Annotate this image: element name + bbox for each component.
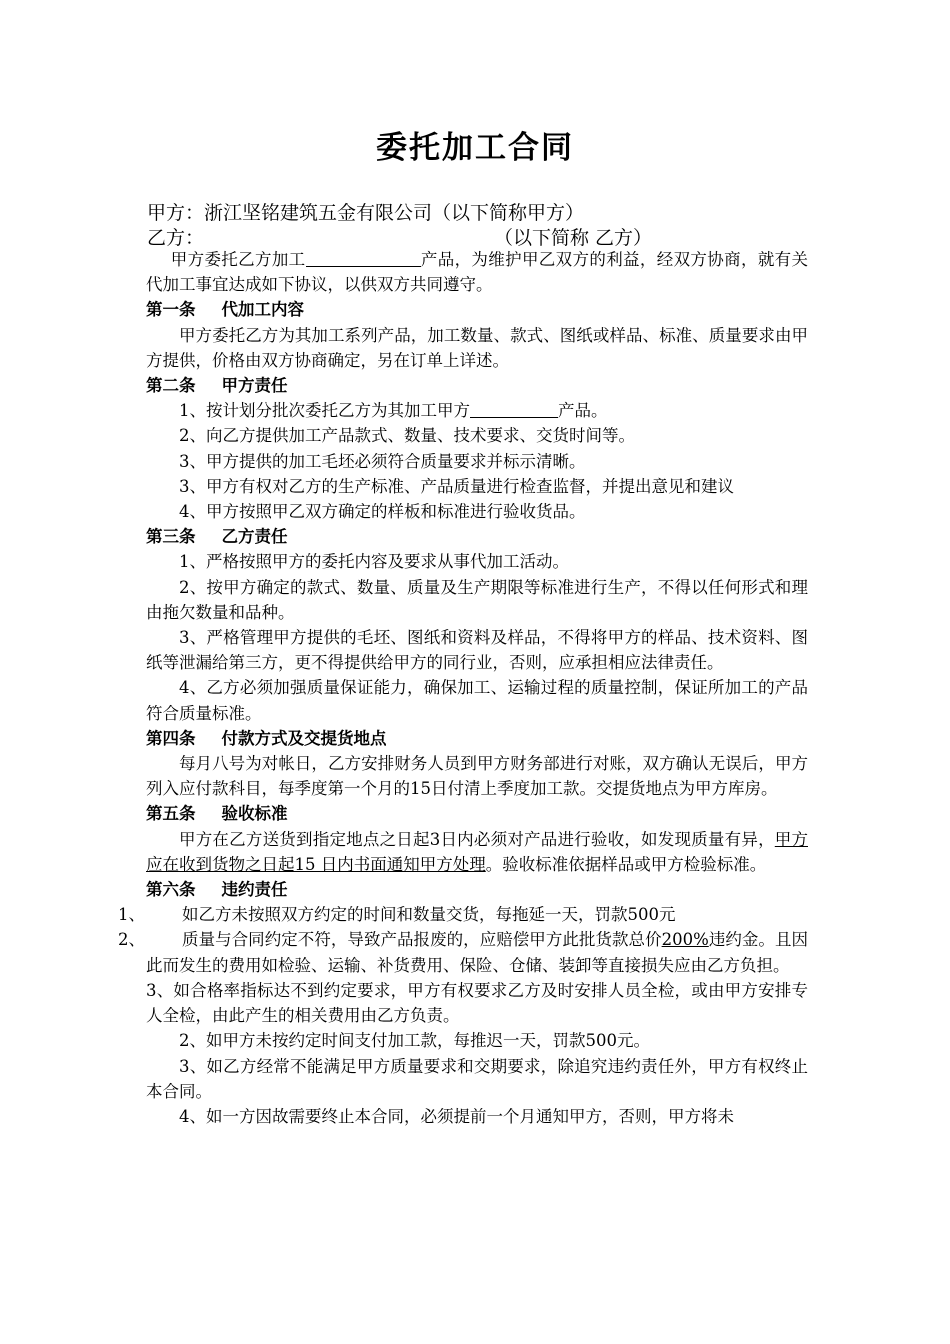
article-6-item-2 (118, 927, 809, 977)
article-2-heading (146, 373, 808, 398)
article-1-paragraph: 甲方委托乙方为其加工系列产品，加工数量、款式、图纸或样品、标准、质量要求由甲方提供，价格由双方协商确定，另在订单上详述。 (146, 325, 808, 370)
contract-body (118, 247, 809, 1129)
article-6-item-2-text-a: 质量与合同约定不符，导致产品报废的，应赔偿甲方此批货款总价 (182, 930, 662, 950)
article-6-item-2-number: 2、 (118, 930, 145, 950)
article-2-item-1-text-a: 1、按计划分批次委托乙方为其加工甲方 (179, 401, 470, 421)
party-b-label: 乙方： (147, 227, 205, 249)
article-5-title: 验收标准 (221, 804, 288, 824)
intro-text-2: 产品，为维护甲乙双方的利益，经双方协商，就有关代加工事宜达成如下协议，以供双方共同遵守。 (146, 250, 809, 295)
article-3-item-2: 2、按甲方确定的款式、数量、质量及生产期限等标准进行生产，不得以任何形式和理由拖欠数量和品种。 (146, 577, 808, 622)
party-b-note: （以下简称 乙方） (494, 227, 653, 249)
article-3-item-4: 4、乙方必须加强质量保证能力，确保加工、运输过程的质量控制，保证所加工的产品符合质量标准。 (146, 678, 808, 723)
article-5-text-a: 甲方在乙方送货到指定地点之日起3日内必须对产品进行验收，如发现质量有异， (179, 829, 775, 849)
article-5-heading (146, 801, 808, 826)
article-2-number: 第二条 (146, 376, 196, 396)
article-3-number: 第三条 (146, 527, 196, 547)
article-6-title: 违约责任 (221, 880, 288, 900)
article-6-item-3: 3、如合格率指标达不到约定要求，甲方有权要求乙方及时安排人员全检，或由甲方安排专人全检，由此产生的相关费用由乙方负责。 (146, 980, 808, 1026)
article-4-heading (146, 726, 808, 751)
party-a-line (147, 200, 584, 226)
article-5-text-c: 。验收标准依据样品或甲方检验标准。 (485, 854, 767, 874)
article-6-number: 第六条 (146, 880, 196, 900)
article-1-heading (146, 297, 808, 322)
article-2-item-1-text-b: 产品。 (558, 401, 608, 421)
article-6-penalty-rate: 200% (661, 930, 709, 950)
article-4-title: 付款方式及交提货地点 (221, 728, 387, 748)
article-5-paragraph (146, 827, 808, 877)
article-2-item-2: 2、向乙方提供加工产品款式、数量、技术要求、交货时间等。 (179, 426, 635, 446)
article-6-item-1 (118, 902, 808, 927)
article-2-item-5: 4、甲方按照甲乙双方确定的样板和标准进行验收货品。 (179, 502, 586, 522)
document-title: 委托加工合同 (376, 130, 574, 166)
article-3-title: 乙方责任 (221, 527, 288, 547)
article-1-title: 代加工内容 (221, 300, 304, 320)
article-4-number: 第四条 (146, 728, 196, 748)
article-5-number: 第五条 (146, 804, 196, 824)
article-3-item-3: 3、严格管理甲方提供的毛坯、图纸和资料及样品，不得将甲方的样品、技术资料、图纸等泄漏给第三方，更不得提供给甲方的同行业，否则，应承担相应法律责任。 (146, 628, 808, 673)
article-1-number: 第一条 (146, 300, 196, 320)
article-2-item-1 (146, 398, 808, 423)
article-2-item-3: 3、甲方提供的加工毛坯必须符合质量要求并标示清晰。 (179, 451, 586, 471)
article-6-item-4: 2、如甲方未按约定时间支付加工款，每推迟一天，罚款500元。 (179, 1031, 650, 1051)
intro-text-1: 甲方委托乙方加工 (170, 250, 306, 269)
article-6-item-2-text-c: 违约金。且因此而发生的费用如检验、运输、补货费用、保险、仓储、装卸等直接损失应由乙方负担。 (146, 930, 809, 975)
article-3-item-1: 1、严格按照甲方的委托内容及要求从事代加工活动。 (179, 552, 569, 572)
article-6-item-1-text: 如乙方未按照双方约定的时间和数量交货，每拖延一天，罚款500元 (182, 905, 676, 925)
article-6-heading (146, 877, 808, 902)
article-6-item-1-number: 1、 (118, 905, 145, 925)
article-4-paragraph: 每月八号为对帐日，乙方安排财务人员到甲方财务部进行对账，双方确认无误后，甲方列入应付款科目，每季度第一个月的15日付清上季度加工款。交提货地点为甲方库房。 (146, 754, 808, 799)
article-5-underlined-text: 甲方应在收到货物之日起15 日内书面通知甲方处理 (146, 829, 808, 874)
article-3-heading (146, 524, 808, 549)
intro-paragraph (146, 247, 808, 297)
product-blank-line (306, 250, 421, 267)
article-2-title: 甲方责任 (221, 376, 288, 396)
party-a-label: 甲方： (147, 202, 205, 224)
party-a-name: 浙江坚铭建筑五金有限公司（以下简称甲方） (204, 202, 585, 224)
product-blank-line-2 (470, 401, 558, 418)
article-2-item-4: 3、甲方有权对乙方的生产标准、产品质量进行检查监督，并提出意见和建议 (179, 476, 734, 496)
article-6-item-6: 4、如一方因故需要终止本合同，必须提前一个月通知甲方，否则，甲方将未 (179, 1106, 734, 1126)
article-6-item-5: 3、如乙方经常不能满足甲方质量要求和交期要求，除追究违约责任外，甲方有权终止本合同。 (146, 1056, 808, 1101)
